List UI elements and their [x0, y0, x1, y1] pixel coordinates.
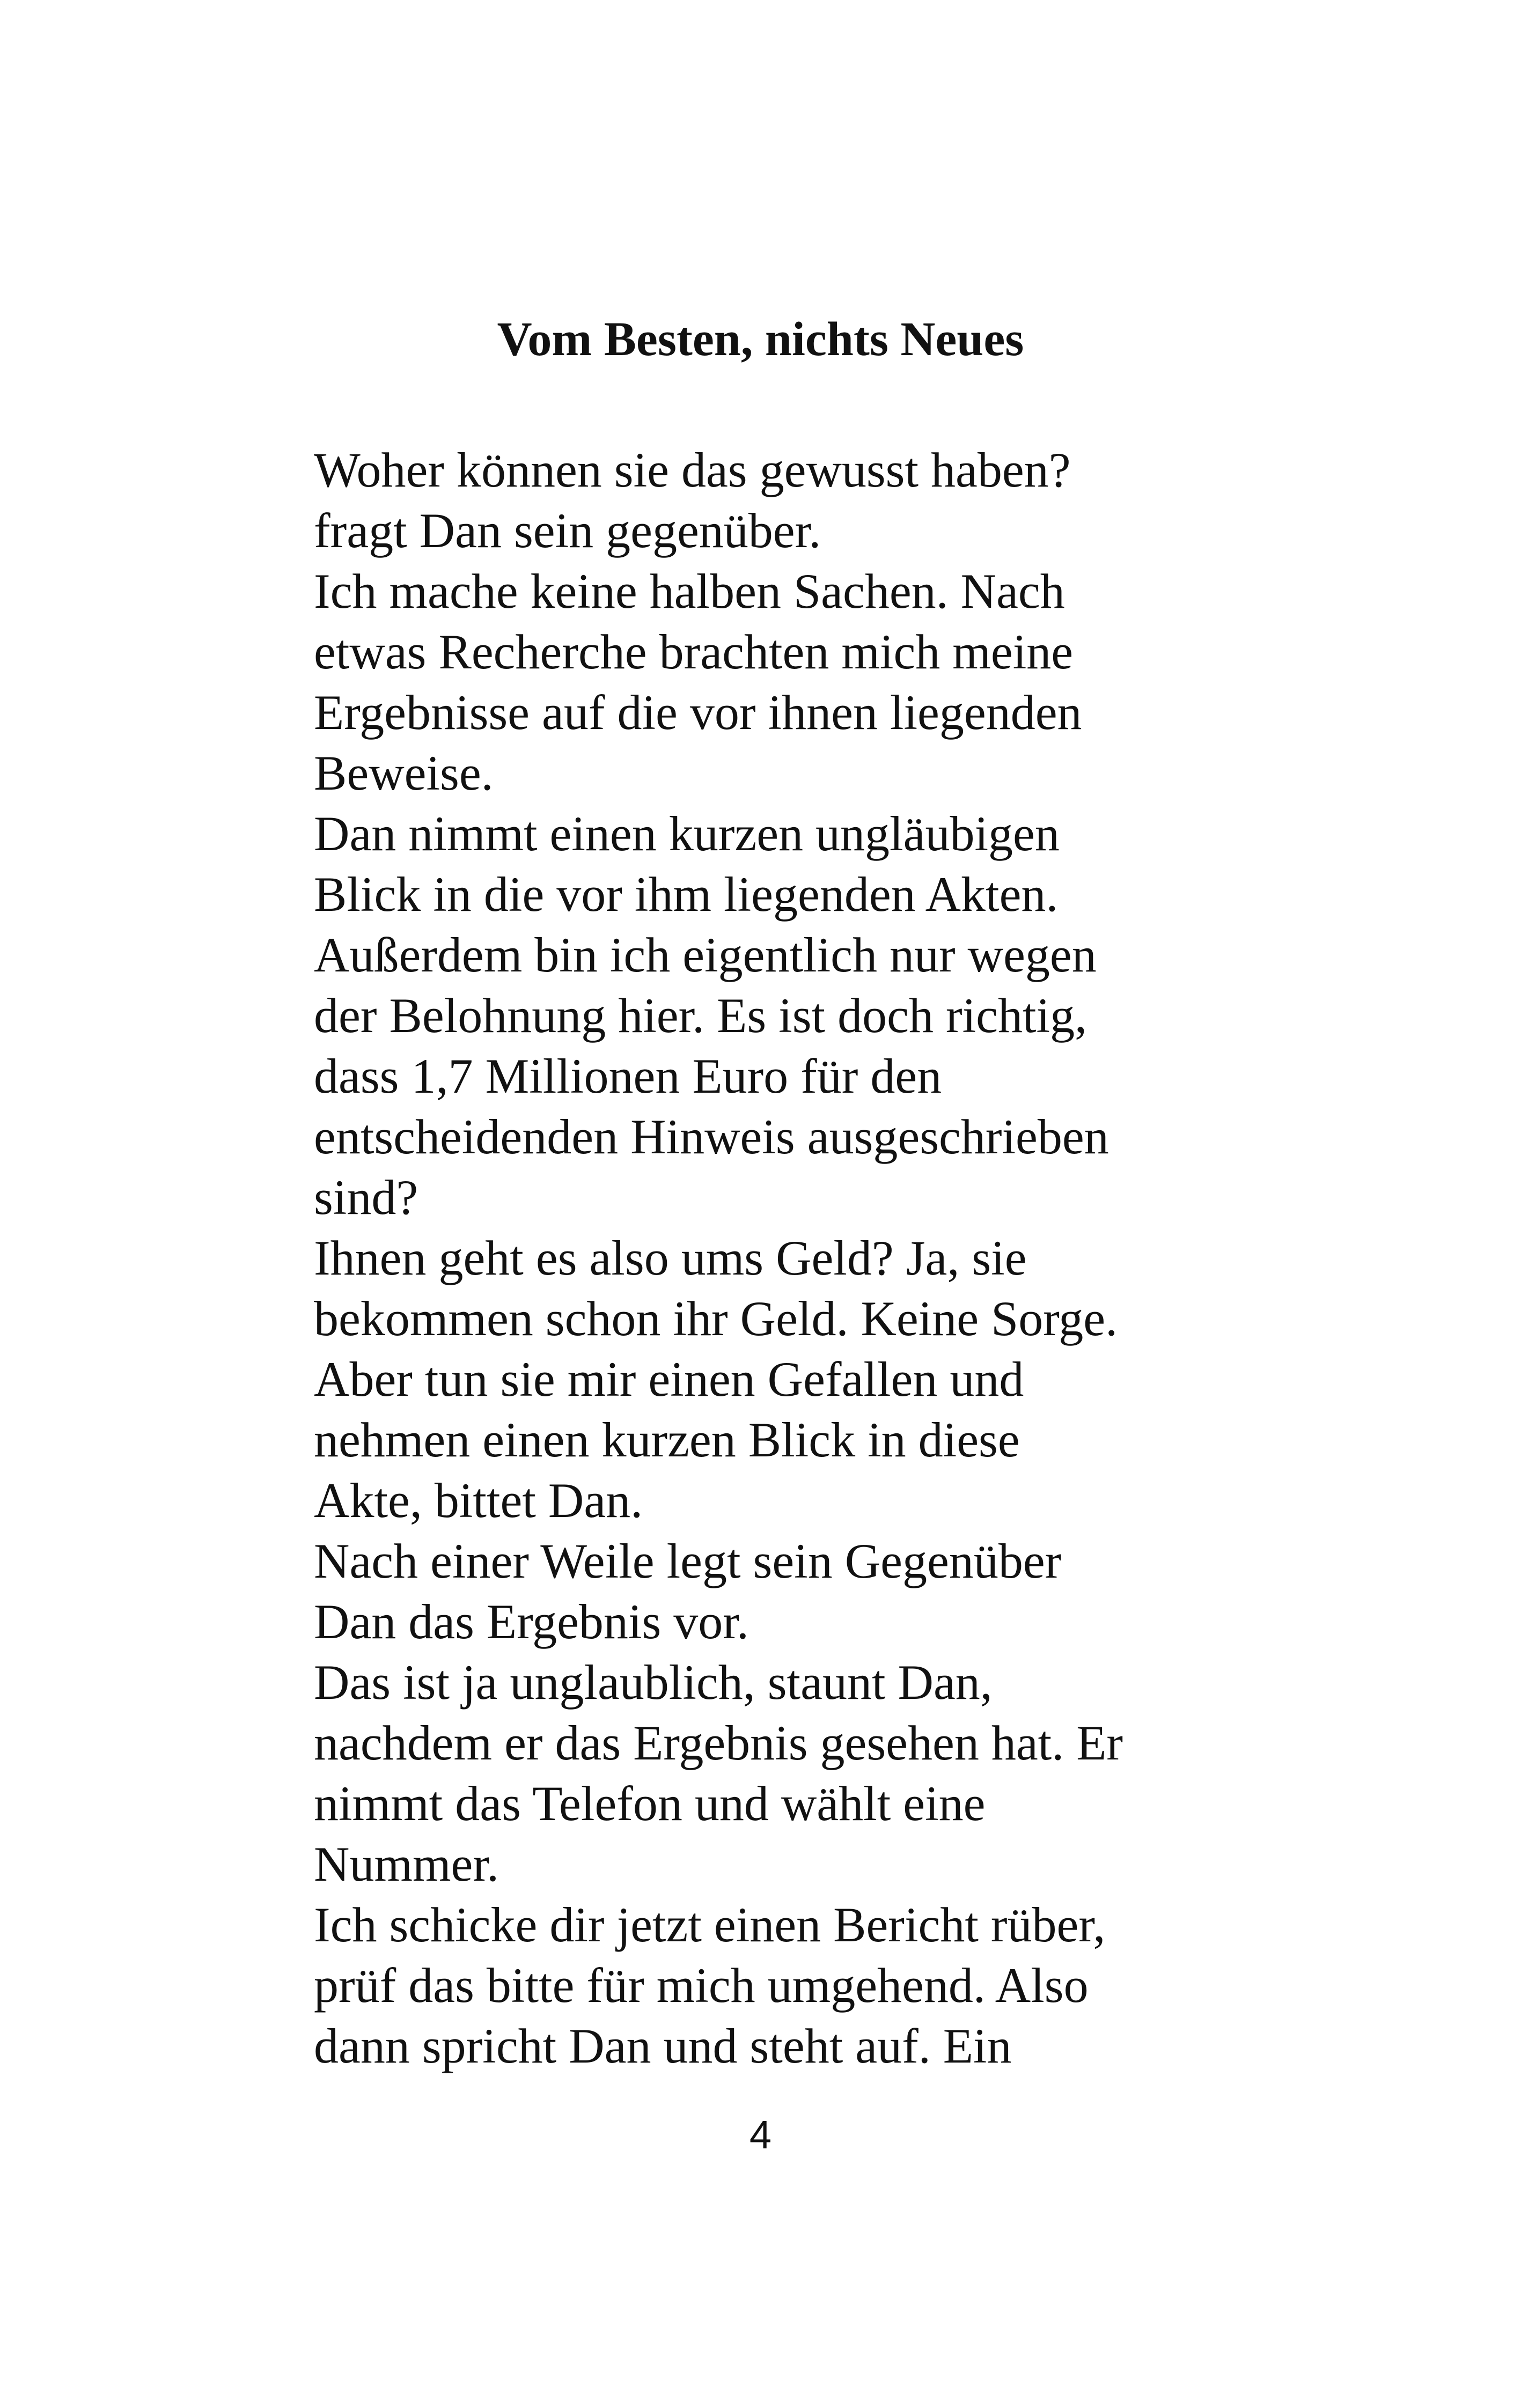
text-line: fragt Dan sein gegenüber. — [314, 503, 821, 558]
text-line: Außerdem bin ich eigentlich nur wegen — [314, 927, 1097, 982]
text-line: sind? — [314, 1170, 418, 1225]
page-number: 4 — [749, 2112, 772, 2157]
text-line: entscheidenden Hinweis ausgeschrieben — [314, 1109, 1109, 1164]
text-line: nehmen einen kurzen Blick in diese — [314, 1412, 1020, 1467]
text-line: nachdem er das Ergebnis gesehen hat. Er — [314, 1715, 1123, 1770]
text-line: dass 1,7 Millionen Euro für den — [314, 1049, 942, 1103]
text-line: dann spricht Dan und steht auf. Ein — [314, 2019, 1012, 2073]
text-line: Ihnen geht es also ums Geld? Ja, sie — [314, 1231, 1027, 1285]
text-line: Dan nimmt einen kurzen ungläubigen — [314, 806, 1060, 861]
body-text — [314, 440, 1226, 2076]
text-line: Aber tun sie mir einen Gefallen und — [314, 1352, 1024, 1406]
text-line: Nach einer Weile legt sein Gegenüber — [314, 1534, 1062, 1588]
text-line: Ich mache keine halben Sachen. Nach — [314, 564, 1065, 618]
text-line: Nummer. — [314, 1837, 499, 1891]
text-line: Dan das Ergebnis vor. — [314, 1594, 749, 1649]
text-line: Ich schicke dir jetzt einen Bericht rüber, — [314, 1897, 1106, 1952]
text-line: nimmt das Telefon und wählt eine — [314, 1776, 986, 1831]
text-line: Akte, bittet Dan. — [314, 1473, 643, 1528]
text-line: Blick in die vor ihm liegenden Akten. — [314, 867, 1059, 922]
text-line: Ergebnisse auf die vor ihnen liegenden — [314, 685, 1082, 740]
text-line: der Belohnung hier. Es ist doch richtig, — [314, 988, 1088, 1043]
text-line: Woher können sie das gewusst haben? — [314, 443, 1071, 497]
text-line: Das ist ja unglaublich, staunt Dan, — [314, 1655, 993, 1710]
text-line: bekommen schon ihr Geld. Keine Sorge. — [314, 1291, 1118, 1346]
chapter-title: Vom Besten, nichts Neues — [497, 313, 1024, 366]
text-line: Beweise. — [314, 746, 494, 800]
text-line: prüf das bitte für mich umgehend. Also — [314, 1958, 1089, 2013]
text-line: etwas Recherche brachten mich meine — [314, 624, 1074, 679]
